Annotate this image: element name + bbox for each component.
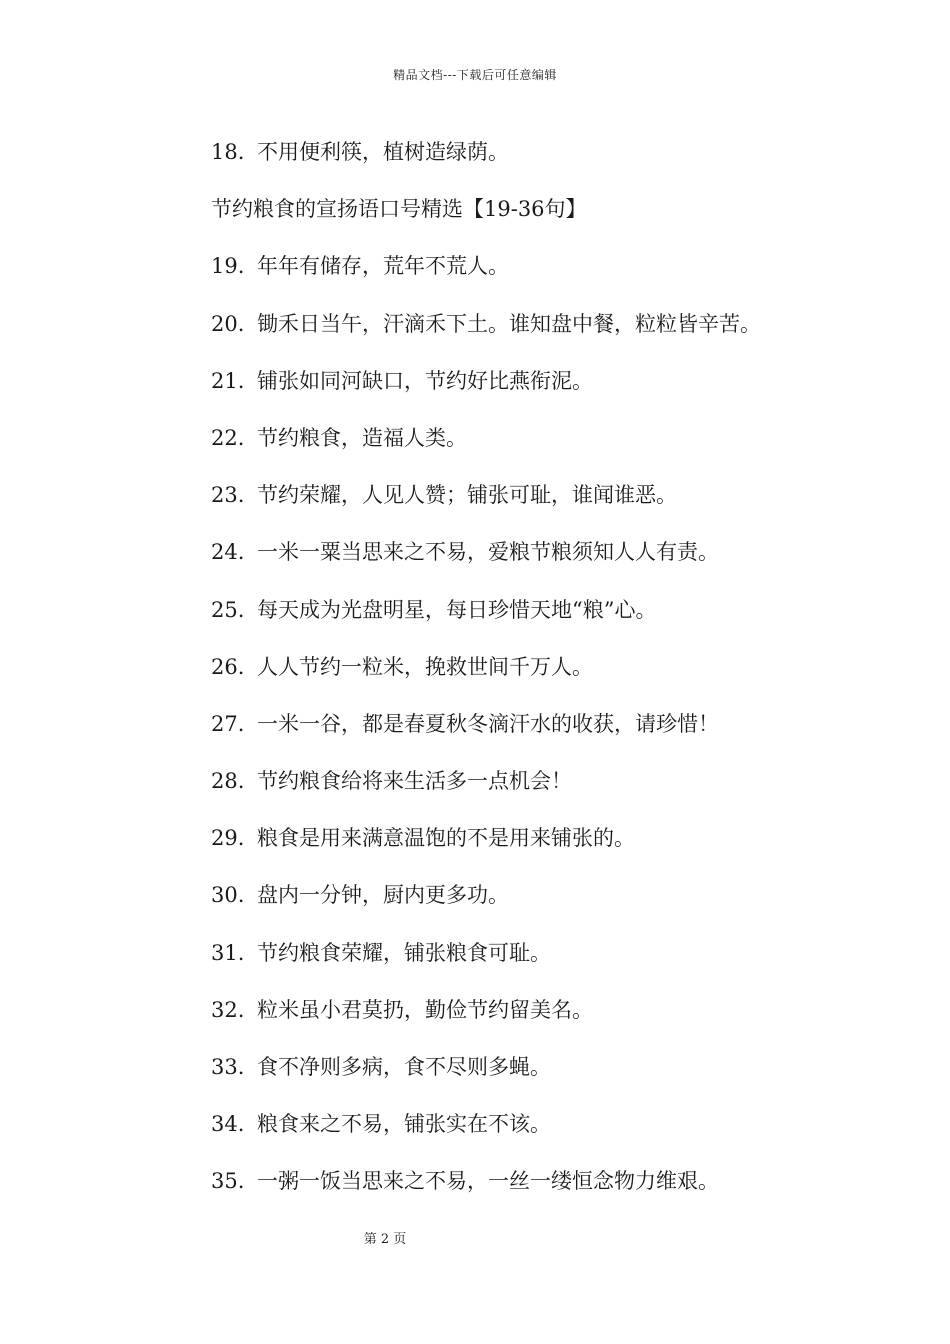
item-number: 35.	[211, 1169, 245, 1194]
item-text: 粮食是用来满意温饱的不是用来铺张的。	[257, 826, 635, 851]
list-item	[211, 937, 911, 994]
list-item	[211, 308, 911, 365]
page-header: 精品文档---下载后可任意编辑	[393, 68, 557, 82]
item-text: 粮食来之不易，铺张实在不该。	[257, 1112, 551, 1137]
list-item	[211, 994, 911, 1051]
item-number: 20.	[211, 311, 245, 336]
item-number: 31.	[211, 940, 245, 965]
item-text: 年年有储存，荒年不荒人。	[257, 254, 509, 279]
item-number: 27.	[211, 711, 245, 736]
item-number: 34.	[211, 1112, 245, 1137]
item-text: 节约粮食，造福人类。	[257, 425, 467, 450]
item-number: 32.	[211, 997, 245, 1022]
item-text: 粒米虽小君莫扔，勤俭节约留美名。	[257, 997, 593, 1022]
item-number: 25.	[211, 597, 245, 622]
list-item	[211, 536, 911, 593]
list-item	[211, 250, 911, 307]
item-text: 盘内一分钟，厨内更多功。	[257, 883, 509, 908]
item-number: 22.	[211, 425, 245, 450]
item-text: 节约粮食给将来生活多一点机会！	[257, 769, 572, 794]
list-item	[211, 1165, 911, 1222]
item-number: 29.	[211, 826, 245, 851]
item-number: 26.	[211, 654, 245, 679]
item-number: 21.	[211, 368, 245, 393]
item-text: 锄禾日当午，汗滴禾下土。谁知盘中餐，粒粒皆辛苦。	[257, 311, 761, 336]
list-item	[211, 594, 911, 651]
item-text: 节约荣耀，人见人赞；铺张可耻，谁闻谁恶。	[257, 483, 677, 508]
list-item	[211, 1051, 911, 1108]
list-item	[211, 708, 911, 765]
item-number: 19.	[211, 254, 245, 279]
list-item	[211, 651, 911, 708]
item-text: 一米一谷，都是春夏秋冬滴汗水的收获，请珍惜！	[257, 711, 719, 736]
list-item	[211, 479, 911, 536]
item-number: 30.	[211, 883, 245, 908]
list-item	[211, 365, 911, 422]
item-number: 18.	[211, 140, 245, 164]
item-text: 不用便利筷，植树造绿荫。	[257, 140, 509, 164]
item-number: 28.	[211, 769, 245, 794]
page-number: 第 2 页	[363, 1232, 407, 1247]
item-text: 一米一粟当思来之不易，爱粮节粮须知人人有责。	[257, 540, 719, 565]
item-text: 一粥一饭当思来之不易，一丝一缕恒念物力维艰。	[257, 1169, 719, 1194]
item-number: 23.	[211, 483, 245, 508]
section-heading	[211, 193, 911, 250]
item-text: 人人节约一粒米，挽救世间千万人。	[257, 654, 593, 679]
item-text: 铺张如同河缺口，节约好比燕衔泥。	[257, 368, 593, 393]
item-number: 24.	[211, 540, 245, 565]
item-text: 节约粮食荣耀，铺张粮食可耻。	[257, 940, 551, 965]
item-text: 每天成为光盘明星，每日珍惜天地“粮”心。	[257, 597, 657, 622]
list-item	[211, 765, 911, 822]
list-item	[211, 422, 911, 479]
document-body	[211, 136, 911, 1223]
list-item	[211, 822, 911, 879]
item-number: 33.	[211, 1055, 245, 1079]
list-item	[211, 1108, 911, 1165]
item-text: 食不净则多病，食不尽则多蝇。	[257, 1055, 551, 1079]
list-item	[211, 136, 911, 193]
section-heading-text: 节约粮食的宣扬语口号精选【19-36句】	[211, 197, 587, 222]
list-item	[211, 879, 911, 936]
